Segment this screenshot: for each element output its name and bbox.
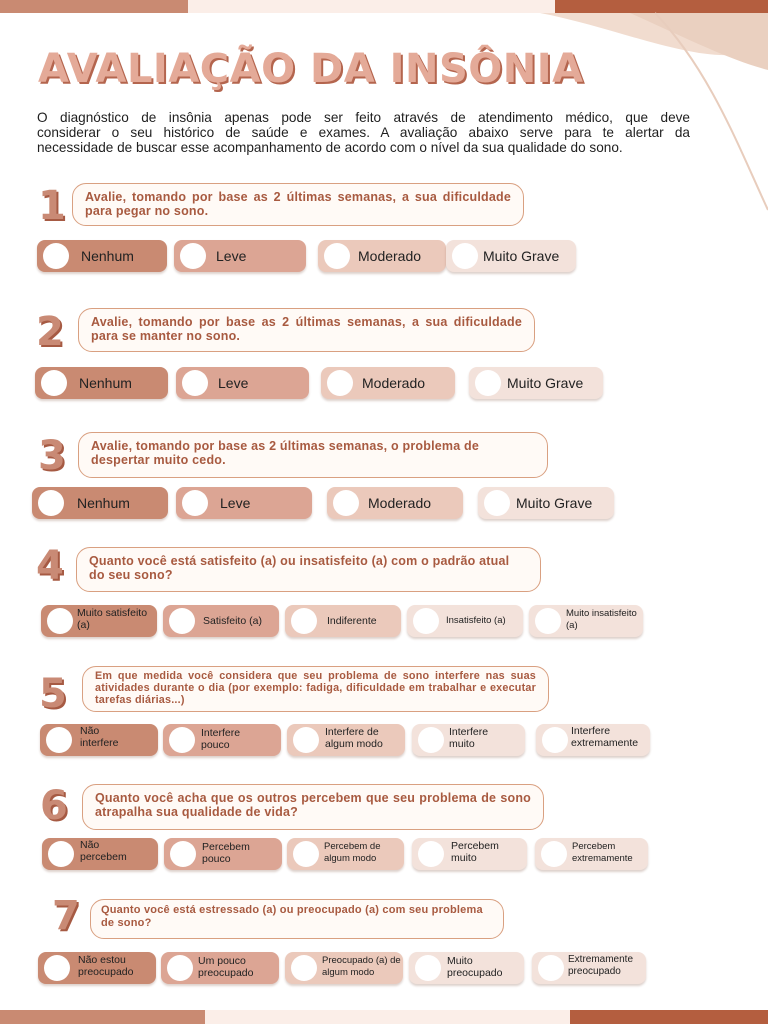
radio-circle[interactable] [538, 955, 564, 981]
radio-circle[interactable] [46, 727, 72, 753]
radio-circle[interactable] [43, 243, 69, 269]
option-label: Extremamente preocupado [568, 954, 634, 977]
option-label: Interfere muito [449, 726, 489, 750]
intro-line: necessidade de buscar esse acompanhamento de acordo com o nível da sua qualidade do sono. [37, 140, 623, 155]
radio-circle[interactable] [418, 727, 444, 753]
option-label: Percebem pouco [202, 841, 250, 865]
radio-circle[interactable] [415, 955, 441, 981]
option-label: Não interfere [80, 725, 119, 749]
option-label: Percebem muito [451, 840, 499, 864]
option-label: Interfere de algum modo [325, 726, 383, 750]
option-6-2[interactable] [164, 838, 282, 870]
option-4-2[interactable] [163, 605, 279, 637]
option-3-1[interactable] [32, 487, 168, 519]
radio-circle[interactable] [484, 490, 510, 516]
option-4-4[interactable] [407, 605, 523, 637]
radio-circle[interactable] [182, 370, 208, 396]
question-number-6: 6 [40, 783, 68, 829]
radio-circle[interactable] [38, 490, 64, 516]
bottom-bar-left [0, 1010, 205, 1024]
radio-circle[interactable] [48, 841, 74, 867]
question-text-1: Avalie, tomando por base as 2 últimas semanas, a sua dificuldade para pegar no sono. [72, 183, 524, 226]
option-label: Moderado [358, 248, 422, 264]
option-2-1[interactable] [35, 367, 168, 399]
radio-circle[interactable] [293, 841, 319, 867]
option-label: Muito Grave [483, 248, 560, 264]
option-label: Moderado [362, 375, 426, 391]
radio-circle[interactable] [452, 243, 478, 269]
radio-circle[interactable] [170, 841, 196, 867]
radio-circle[interactable] [327, 370, 353, 396]
option-label: Leve [216, 248, 247, 264]
radio-circle[interactable] [541, 841, 567, 867]
radio-circle[interactable] [41, 370, 67, 396]
radio-circle[interactable] [167, 955, 193, 981]
option-label: Muito insatisfeito (a) [566, 608, 637, 631]
question-number-3: 3 [38, 433, 66, 479]
option-label: Muito Grave [507, 375, 584, 391]
radio-circle[interactable] [291, 955, 317, 981]
option-1-1[interactable] [37, 240, 167, 272]
option-label: Muito Grave [516, 495, 593, 511]
option-7-2[interactable] [161, 952, 279, 984]
question-text-2: Avalie, tomando por base as 2 últimas semanas, a sua dificuldade para se manter no sono. [78, 308, 535, 352]
intro-line: O diagnóstico de insônia apenas pode ser feito através de atendimento médico, que deve [37, 110, 690, 125]
question-text-3: Avalie, tomando por base as 2 últimas semanas, o problema de despertar muito cedo. [78, 432, 548, 478]
option-6-1[interactable] [42, 838, 158, 870]
option-4-3[interactable] [285, 605, 401, 637]
radio-circle[interactable] [475, 370, 501, 396]
option-1-4[interactable] [446, 240, 576, 272]
option-5-5[interactable] [536, 724, 650, 756]
option-7-5[interactable] [532, 952, 646, 984]
option-1-2[interactable] [174, 240, 306, 272]
radio-circle[interactable] [324, 243, 350, 269]
radio-circle[interactable] [413, 608, 439, 634]
radio-circle[interactable] [44, 955, 70, 981]
option-label: Leve [220, 495, 251, 511]
radio-circle[interactable] [180, 243, 206, 269]
option-1-3[interactable] [318, 240, 446, 272]
radio-circle[interactable] [333, 490, 359, 516]
option-5-4[interactable] [412, 724, 525, 756]
question-text-4: Quanto você está satisfeito (a) ou insatisfeito (a) com o padrão atual do seu sono? [76, 547, 541, 592]
radio-circle[interactable] [418, 841, 444, 867]
option-5-1[interactable] [40, 724, 158, 756]
radio-circle[interactable] [169, 608, 195, 634]
option-label: Não percebem [80, 839, 127, 863]
option-label: Percebem extremamente [572, 841, 633, 864]
option-label: Nenhum [79, 375, 132, 391]
intro-line: considerar o seu histórico de saúde e exames. A avaliação abaixo serve para te alertar da [37, 125, 690, 140]
option-3-3[interactable] [327, 487, 463, 519]
radio-circle[interactable] [169, 727, 195, 753]
question-text-7: Quanto você está estressado (a) ou preocupado (a) com seu problema de sono? [90, 899, 504, 939]
bottom-bar-right [570, 1010, 768, 1024]
option-label: Nenhum [77, 495, 130, 511]
option-3-4[interactable] [478, 487, 614, 519]
option-label: Muito preocupado [447, 955, 503, 979]
option-label: Percebem de algum modo [324, 841, 381, 864]
top-bar-left [0, 0, 188, 13]
option-6-5[interactable] [535, 838, 648, 870]
option-label: Não estou preocupado [78, 954, 134, 978]
option-2-2[interactable] [176, 367, 309, 399]
option-7-3[interactable] [285, 952, 403, 984]
option-4-1[interactable] [41, 605, 157, 637]
option-2-4[interactable] [469, 367, 603, 399]
radio-circle[interactable] [47, 608, 73, 634]
page-title: AVALIAÇÃO DA INSÔNIA [38, 46, 584, 92]
question-number-7: 7 [52, 893, 80, 939]
option-5-3[interactable] [287, 724, 405, 756]
question-number-4: 4 [36, 543, 64, 589]
option-label: Um pouco preocupado [198, 955, 254, 979]
question-number-2: 2 [36, 309, 64, 355]
option-2-3[interactable] [321, 367, 455, 399]
option-label: Muito satisfeito (a) [77, 607, 148, 631]
radio-circle[interactable] [535, 608, 561, 634]
question-text-6: Quanto você acha que os outros percebem que seu problema de sono atrapalha sua qualidade de vida? [82, 784, 544, 830]
option-4-5[interactable] [529, 605, 643, 637]
option-7-4[interactable] [409, 952, 524, 984]
question-number-1: 1 [38, 183, 66, 229]
option-5-2[interactable] [163, 724, 281, 756]
option-3-2[interactable] [176, 487, 312, 519]
radio-circle[interactable] [291, 608, 317, 634]
option-label: Interfere pouco [201, 727, 241, 751]
option-label: Leve [218, 375, 249, 391]
bottom-bar-mid [205, 1010, 570, 1024]
question-number-5: 5 [39, 671, 67, 717]
option-label: Nenhum [81, 248, 134, 264]
radio-circle[interactable] [182, 490, 208, 516]
option-label: Indiferente [327, 615, 377, 627]
radio-circle[interactable] [293, 727, 319, 753]
question-text-5: Em que medida você considera que seu problema de sono interfere nas suas atividades durante o dia (por exemplo: fadiga, dificuldade em trabalhar e executar tarefas diárias...) [82, 666, 549, 712]
option-label: Preocupado (a) de algum modo [322, 955, 401, 978]
option-label: Satisfeito (a) [203, 615, 262, 627]
option-label: Interfere extremamente [571, 725, 639, 749]
option-6-4[interactable] [412, 838, 527, 870]
option-label: Moderado [368, 495, 432, 511]
option-label: Insatisfeito (a) [446, 615, 506, 626]
radio-circle[interactable] [542, 727, 568, 753]
option-6-3[interactable] [287, 838, 404, 870]
option-7-1[interactable] [38, 952, 156, 984]
intro-paragraph [37, 110, 690, 155]
